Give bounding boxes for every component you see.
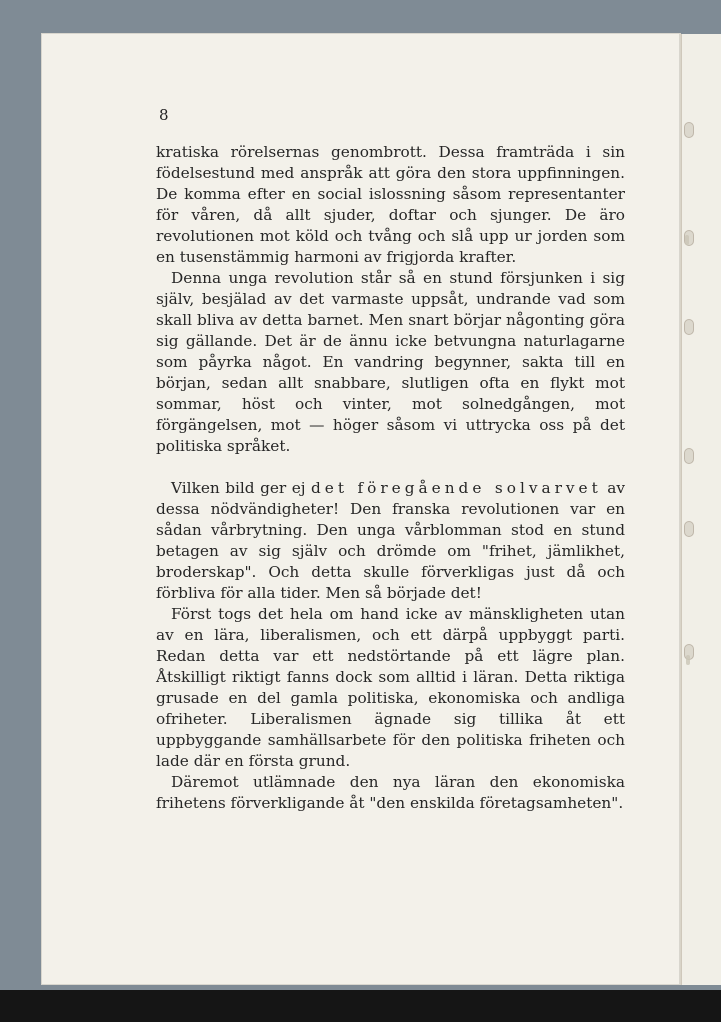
paragraph-3-after: av dessa nödvändigheter! Den franska revolutionen var en sådan vårbrytning. Den unga vårblomman stod en stund betagen av sig själv och drömde om "frihet, jämlikhet, broderskap". Och detta skulle förverkligas just då och förbliva för alla tider. Men så började det! <box>156 479 625 602</box>
adjacent-page-edge <box>681 34 721 985</box>
paragraph-4: Först togs det hela om hand icke av mänskligheten utan av en lära, liberalismen, och ett därpå uppbyggt parti. Redan detta var ett nedstörtande på ett lägre plan. Åtskilligt riktigt fanns dock som alltid i läran. Detta riktiga grusade en del gamla politiska, ekonomiska och andliga ofriheter. Liberalismen ägnade sig tillika åt ett uppbyggande samhällsarbete för den politiska friheten och lade där en första grund. <box>156 605 625 770</box>
paragraph-1: kratiska rörelsernas genombrott. Dessa framträda i sin födelsestund med anspråk att göra den stora uppfinningen. De komma efter en social islossning såsom representanter för våren, då allt sjuder, doftar och sjunger. De äro revolutionen mot köld och tvång och slå upp ur jorden som en tusenstämmig harmoni av frigjorda krafter. <box>156 143 625 266</box>
paper-mark-icon <box>685 235 689 245</box>
paragraph-2: Denna unga revolution står så en stund försjunken i sig själv, besjälad av det varmaste uppsåt, undrande vad som skall bliva av detta barnet. Men snart börjar någonting göra sig gällande. Det är de ännu icke betvungna naturlagarne som påyrka något. En vandring begynner, sakta till en början, sedan allt snabbare, slutligen ofta en flykt mot sommar, höst och vinter, mot solnedgången, mot förgängelsen, mot — höger såsom vi uttrycka oss på det politiska språket. <box>156 269 625 455</box>
paper-mark-icon <box>686 655 690 665</box>
binding-hole-icon <box>684 122 694 138</box>
paragraph-gap <box>156 457 625 478</box>
page-content <box>156 142 625 814</box>
document-page <box>41 33 681 985</box>
background-shadow <box>0 990 721 1022</box>
paragraph-3 <box>156 478 625 604</box>
binding-hole-icon <box>684 521 694 537</box>
paragraph-3-before: Vilken bild ger ej <box>171 479 312 497</box>
paragraph-5: Däremot utlämnade den nya läran den ekonomiska frihetens förverkligande åt "den enskilda företagsamheten". <box>156 773 625 812</box>
binding-hole-icon <box>684 448 694 464</box>
binding-hole-icon <box>684 319 694 335</box>
page-number: 8 <box>159 106 169 124</box>
emphasized-phrase: det föregående solvarvet <box>311 479 602 497</box>
